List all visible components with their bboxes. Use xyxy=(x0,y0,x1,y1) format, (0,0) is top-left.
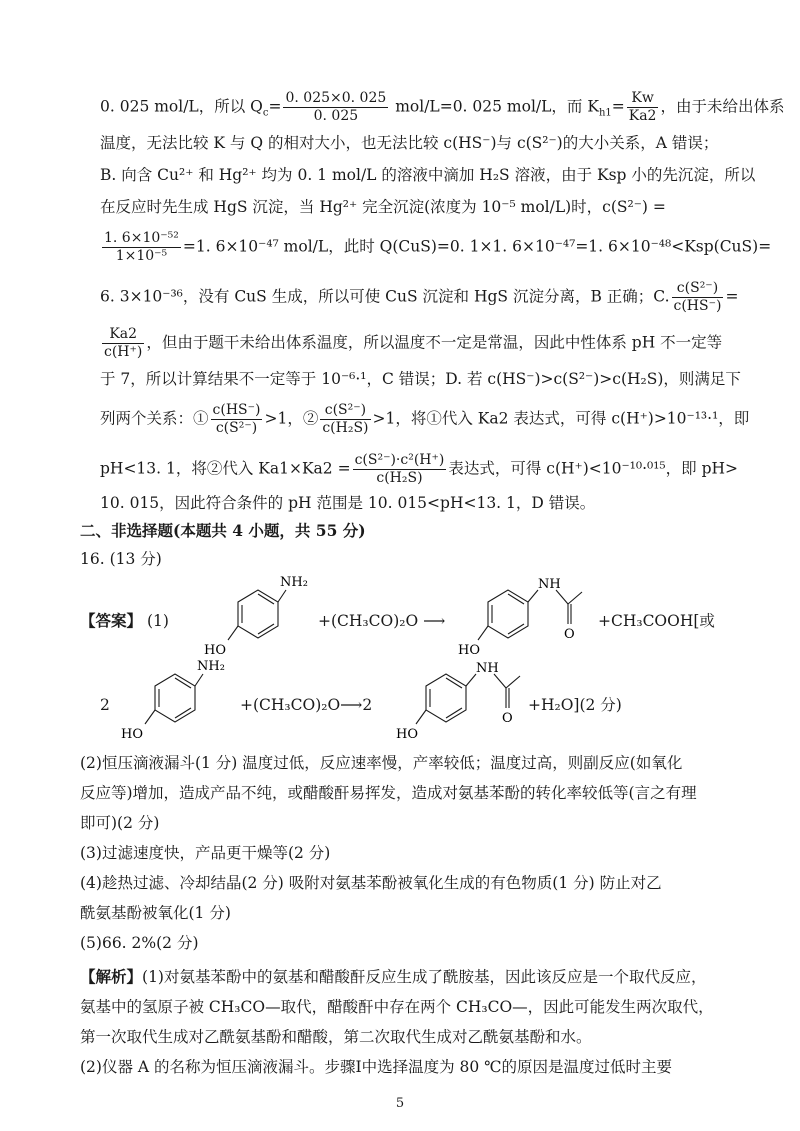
carbonyl-o-label: O xyxy=(502,711,513,726)
answer-2-line-3: 即可)(2 分) xyxy=(80,814,160,832)
answer-item-1: (1) xyxy=(147,612,169,630)
text-line-1: 0. 025 mol/L，所以 $Q_c=$ $\frac{0. 025\times 0. 025}{0. 025}$ mol/L=0. 025 mol/L，而 $K_{h1}=$ $\frac{Kw}{Ka2}$ ，由于未给出体系 xyxy=(100,90,785,124)
answer-4-line-2: 酰氨基酚被氧化(1 分) xyxy=(80,904,231,922)
text-line-5: $\frac{\text{1. 6×10⁻⁵²}}{\text{1×10⁻⁵}}$ =1. 6×10⁻⁴⁷ mol/L，此时 Q(CuS)=0. 1×1. 6×10⁻⁴⁷=1. 6×10⁻⁴⁸<Ksp(CuS)= xyxy=(104,230,772,264)
nh-label: NH xyxy=(476,661,499,676)
analysis-label: 【解析】 xyxy=(80,967,143,986)
answer-3: (3)过滤速度快，产品更干燥等(2 分) xyxy=(80,844,331,862)
carbonyl-o-label: O xyxy=(564,627,575,642)
answer-2-line-1: (2)恒压滴液漏斗(1 分) 温度过低，反应速率慢，产率较低；温度过高，则副反应(如氧化 xyxy=(80,754,683,772)
reaction-reagent-2: +(CH₃CO)₂O⟶2 xyxy=(240,696,373,714)
analysis-line-1: 【解析】(1)对氨基苯酚中的氨基和醋酸酐反应生成了酰胺基，因此该反应是一个取代反应， xyxy=(80,967,707,986)
coefficient-2: 2 xyxy=(100,696,110,714)
fraction-r1: $\frac{c(HS^-)}{\text{c(S²⁻)}}$ xyxy=(212,402,261,436)
p-aminophenol-structure-2 xyxy=(115,654,225,744)
fraction-kh1: $\frac{Kw}{Ka2}$ xyxy=(628,90,657,124)
fraction-r2: $\frac{\text{c(S²⁻)}}{\text{c(H₂S)}}$ xyxy=(322,402,369,436)
section-heading: 二、非选择题(本题共 4 小题，共 55 分) xyxy=(80,521,366,540)
question-16-title: 16. (13 分) xyxy=(80,550,162,568)
nh2-label: NH₂ xyxy=(280,575,308,590)
answer-5: (5)66. 2%(2 分) xyxy=(80,934,199,952)
reaction-product-tail-1: +CH₃COOH[或 xyxy=(598,612,715,630)
answer-label: 【答案】 xyxy=(80,611,143,630)
analysis-line-3: 第一次取代生成对乙酰氨基酚和醋酸，第二次取代生成对乙酰氨基酚和水。 xyxy=(80,1028,592,1046)
reaction-reagent-1: +(CH₃CO)₂O ⟶ xyxy=(318,612,446,630)
text-line-9: 列两个关系：① $\frac{c(HS^-)}{\text{c(S²⁻)}}$ >1，② $\frac{\text{c(S²⁻)}}{\text{c(H₂S)}}$ >1，将①代入 Ka2 表达式，可得 c(H⁺)>10⁻¹³·¹，即 xyxy=(100,402,750,436)
page-number: 5 xyxy=(395,1096,405,1111)
text-segment: ，由于未给出体系 xyxy=(660,97,785,116)
text-line-7: $\frac{Ka2}{c(H^+)}$ ，但由于题干未给出体系温度，所以温度不一定是常温，因此中性体系 pH 不一定等 xyxy=(104,326,723,360)
text-line-11: 10. 015，因此符合条件的 pH 范围是 10. 015<pH<13. 1，D 错误。 xyxy=(100,494,596,512)
nh-label: NH xyxy=(538,577,561,592)
answer-4-line-1: (4)趁热过滤、冷却结晶(2 分) 吸附对氨基苯酚被氧化生成的有色物质(1 分) 防止对乙 xyxy=(80,874,662,892)
text-line-8: 于 7，所以计算结果不一定等于 10⁻⁶·¹，C 错误；D. 若 c(HS⁻)>c(S²⁻)>c(H₂S)，则满足下 xyxy=(100,370,741,388)
text-segment: mol/L=0. 025 mol/L，而 K xyxy=(390,97,599,116)
fraction-s2: $\frac{\text{1. 6×10⁻⁵²}}{\text{1×10⁻⁵}}$ xyxy=(104,230,179,264)
ho-label: HO xyxy=(396,727,418,742)
ho-label: HO xyxy=(204,643,226,658)
fraction-ratio-c: $\frac{\text{c(S²⁻)}}{c(HS^-)}$ xyxy=(673,280,722,314)
text-line-2: 温度，无法比较 K 与 Q 的相对大小，也无法比较 c(HS⁻)与 c(S²⁻)的大小关系，A 错误； xyxy=(100,134,719,152)
ho-label: HO xyxy=(458,643,480,658)
nh2-label: NH₂ xyxy=(197,659,225,674)
text-line-10: pH<13. 1，将②代入 Ka1×Ka2 = $\frac{\text{c(S²⁻)·c²(H⁺)}}{\text{c(H₂S)}}$ 表达式，可得 c(H⁺)<10⁻¹⁰·⁰¹⁵，即 pH> xyxy=(100,452,739,486)
acetaminophen-structure-2 xyxy=(396,654,536,744)
text-line-6: 6. 3×10⁻³⁶，没有 CuS 生成，所以可使 CuS 沉淀和 HgS 沉淀分离，B 正确；C. $\frac{\text{c(S²⁻)}}{c(HS^-)}$ = xyxy=(100,280,739,314)
p-aminophenol-structure-1 xyxy=(198,570,308,660)
reaction-product-tail-2: +H₂O](2 分) xyxy=(528,696,622,714)
answer-2-line-2: 反应等)增加，造成产品不纯，或醋酸酐易挥发，造成对氨基苯酚的转化率较低等(言之有理 xyxy=(80,784,697,802)
ho-label: HO xyxy=(121,727,143,742)
text-line-3: B. 向含 Cu²⁺ 和 Hg²⁺ 均为 0. 1 mol/L 的溶液中滴加 H₂S 溶液，由于 Ksp 小的先沉淀，所以 xyxy=(100,166,756,184)
fraction-ka2: $\frac{Ka2}{c(H^+)}$ xyxy=(104,326,143,360)
fraction-qc: $\frac{0. 025\times 0. 025}{0. 025}$ xyxy=(285,90,387,124)
text-line-4: 在反应时先生成 HgS 沉淀，当 Hg²⁺ 完全沉淀(浓度为 10⁻⁵ mol/L)时，c(S²⁻) = xyxy=(100,198,666,216)
text-segment: 0. 025 mol/L，所以 Q xyxy=(100,97,263,116)
analysis-line-4: (2)仪器 A 的名称为恒压滴液漏斗。步骤Ⅰ中选择温度为 80 ℃的原因是温度过低时主要 xyxy=(80,1058,673,1076)
fraction-kk: $\frac{\text{c(S²⁻)·c²(H⁺)}}{\text{c(H₂S)}}$ xyxy=(354,452,445,486)
acetaminophen-structure-1 xyxy=(458,570,598,660)
analysis-line-2: 氨基中的氢原子被 CH₃CO—取代，醋酸酐中存在两个 CH₃CO—，因此可能发生两次取代， xyxy=(80,998,714,1016)
